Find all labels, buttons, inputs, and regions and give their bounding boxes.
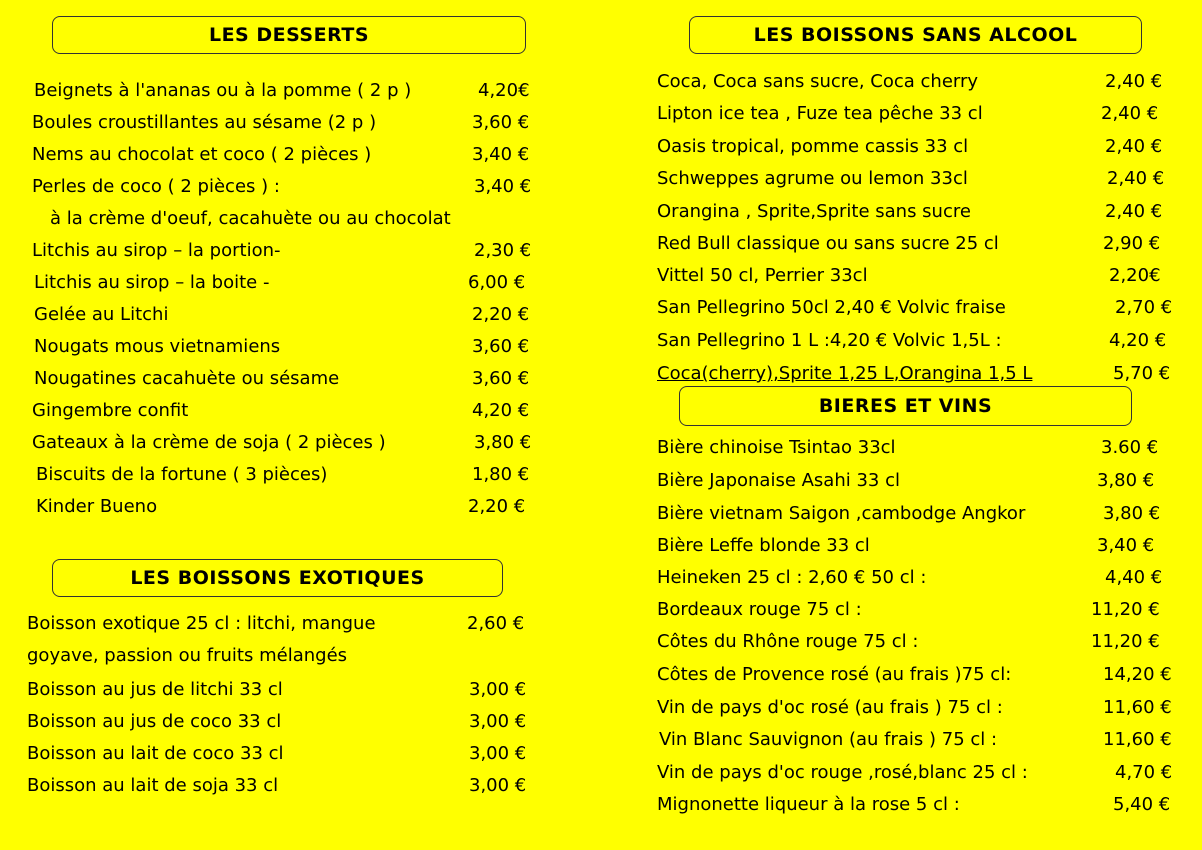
desserts-list xyxy=(32,80,552,540)
item-price: 6,00 € xyxy=(468,272,526,293)
item-name: Beignets à l'ananas ou à la pomme ( 2 p ) xyxy=(34,80,412,101)
item-price: 3,00 € xyxy=(469,775,527,796)
item-price: 11,60 € xyxy=(1103,729,1172,750)
item-name: Boisson au lait de soja 33 cl xyxy=(27,775,279,796)
item-price: 3,60 € xyxy=(472,336,530,357)
item-name: Bière chinoise Tsintao 33cl xyxy=(657,437,896,458)
item-price: 4,20€ xyxy=(478,80,530,101)
item-price: 3,80 € xyxy=(1097,470,1155,491)
item-price: 2,40 € xyxy=(1105,136,1163,157)
desserts-heading-box xyxy=(52,16,526,54)
item-price: 2,60 € xyxy=(467,613,525,634)
beers-wines-heading-box xyxy=(679,386,1132,426)
item-name: Bière Japonaise Asahi 33 cl xyxy=(657,470,900,491)
item-name: Bière Leffe blonde 33 cl xyxy=(657,535,870,556)
item-price: 3,00 € xyxy=(469,743,527,764)
soft-drinks-heading-box xyxy=(689,16,1142,54)
item-price: 2,30 € xyxy=(474,240,532,261)
item-price: 2,40 € xyxy=(1107,168,1165,189)
item-price: 5,70 € xyxy=(1113,363,1171,384)
soft-drinks-heading: LES BOISSONS SANS ALCOOL xyxy=(753,24,1078,46)
item-price: 3,80 € xyxy=(474,432,532,453)
item-name: Vin de pays d'oc rosé (au frais ) 75 cl : xyxy=(657,697,1003,718)
item-name: Gateaux à la crème de soja ( 2 pièces ) xyxy=(32,432,386,453)
item-price: 4,20 € xyxy=(472,400,530,421)
exotic-drinks-list xyxy=(27,613,547,813)
item-price: 3,00 € xyxy=(469,711,527,732)
item-price: 3.60 € xyxy=(1101,437,1159,458)
item-name: Bière vietnam Saigon ,cambodge Angkor xyxy=(657,503,1026,524)
item-name: Nems au chocolat et coco ( 2 pièces ) xyxy=(32,144,372,165)
item-name: Mignonette liqueur à la rose 5 cl : xyxy=(657,794,960,815)
exotic-drinks-heading: LES BOISSONS EXOTIQUES xyxy=(130,567,425,589)
item-name: Boisson au jus de coco 33 cl xyxy=(27,711,282,732)
beers-wines-list xyxy=(657,437,1187,827)
item-name: Gingembre confit xyxy=(32,400,189,421)
item-name: Côtes du Rhône rouge 75 cl : xyxy=(657,631,919,652)
item-name: Orangina , Sprite,Sprite sans sucre xyxy=(657,201,971,222)
item-name: Nougats mous vietnamiens xyxy=(34,336,281,357)
item-name: Gelée au Litchi xyxy=(34,304,169,325)
beers-wines-heading: BIERES ET VINS xyxy=(818,395,993,417)
item-name: Boisson au lait de coco 33 cl xyxy=(27,743,284,764)
item-price: 3,60 € xyxy=(472,368,530,389)
item-price: 2,20 € xyxy=(468,496,526,517)
item-name: Schweppes agrume ou lemon 33cl xyxy=(657,168,968,189)
item-name: Lipton ice tea , Fuze tea pêche 33 cl xyxy=(657,103,983,124)
item-name: Perles de coco ( 2 pièces ) : xyxy=(32,176,280,197)
item-price: 3,00 € xyxy=(469,679,527,700)
item-price: 2,20€ xyxy=(1109,265,1161,286)
item-price: 11,20 € xyxy=(1091,631,1160,652)
item-name: Coca(cherry),Sprite 1,25 L,Orangina 1,5 L xyxy=(657,363,1033,384)
item-name: Boisson au jus de litchi 33 cl xyxy=(27,679,283,700)
item-price: 2,70 € xyxy=(1115,297,1173,318)
item-name: Boules croustillantes au sésame (2 p ) xyxy=(32,112,377,133)
item-price: 3,80 € xyxy=(1103,503,1161,524)
item-name: Côtes de Provence rosé (au frais )75 cl: xyxy=(657,664,1012,685)
item-name: Bordeaux rouge 75 cl : xyxy=(657,599,862,620)
item-price: 2,20 € xyxy=(472,304,530,325)
item-price: 11,20 € xyxy=(1091,599,1160,620)
item-price: 2,90 € xyxy=(1103,233,1161,254)
item-name: Boisson exotique 25 cl : litchi, mangue xyxy=(27,613,376,634)
item-name: Vin de pays d'oc rouge ,rosé,blanc 25 cl : xyxy=(657,762,1028,783)
item-name: Vin Blanc Sauvignon (au frais ) 75 cl : xyxy=(659,729,998,750)
item-price: 3,40 € xyxy=(472,144,530,165)
item-name: Red Bull classique ou sans sucre 25 cl xyxy=(657,233,999,254)
item-name: Litchis au sirop – la portion- xyxy=(32,240,281,261)
item-price: 1,80 € xyxy=(472,464,530,485)
item-price: 4,40 € xyxy=(1105,567,1163,588)
item-name: San Pellegrino 1 L :4,20 € Volvic 1,5L : xyxy=(657,330,1002,351)
item-name: Heineken 25 cl : 2,60 € 50 cl : xyxy=(657,567,927,588)
item-name: Nougatines cacahuète ou sésame xyxy=(34,368,340,389)
item-price: 5,40 € xyxy=(1113,794,1171,815)
item-name: Litchis au sirop – la boite - xyxy=(34,272,270,293)
item-price: 2,40 € xyxy=(1105,71,1163,92)
item-price: 2,40 € xyxy=(1101,103,1159,124)
item-price: 3,40 € xyxy=(1097,535,1155,556)
item-price: 2,40 € xyxy=(1105,201,1163,222)
item-name: Coca, Coca sans sucre, Coca cherry xyxy=(657,71,979,92)
item-name: San Pellegrino 50cl 2,40 € Volvic fraise xyxy=(657,297,1006,318)
item-price: 14,20 € xyxy=(1103,664,1172,685)
desserts-heading: LES DESSERTS xyxy=(208,24,370,46)
item-price: 4,20 € xyxy=(1109,330,1167,351)
item-name: à la crème d'oeuf, cacahuète ou au chocolat xyxy=(50,208,451,229)
item-name: Vittel 50 cl, Perrier 33cl xyxy=(657,265,868,286)
item-name: Kinder Bueno xyxy=(36,496,158,517)
item-name: goyave, passion ou fruits mélangés xyxy=(27,645,348,666)
exotic-drinks-heading-box xyxy=(52,559,503,597)
item-price: 3,40 € xyxy=(474,176,532,197)
item-name: Biscuits de la fortune ( 3 pièces) xyxy=(36,464,328,485)
item-price: 3,60 € xyxy=(472,112,530,133)
item-price: 4,70 € xyxy=(1115,762,1173,783)
item-price: 11,60 € xyxy=(1103,697,1172,718)
item-name: Oasis tropical, pomme cassis 33 cl xyxy=(657,136,969,157)
soft-drinks-list xyxy=(657,71,1187,391)
